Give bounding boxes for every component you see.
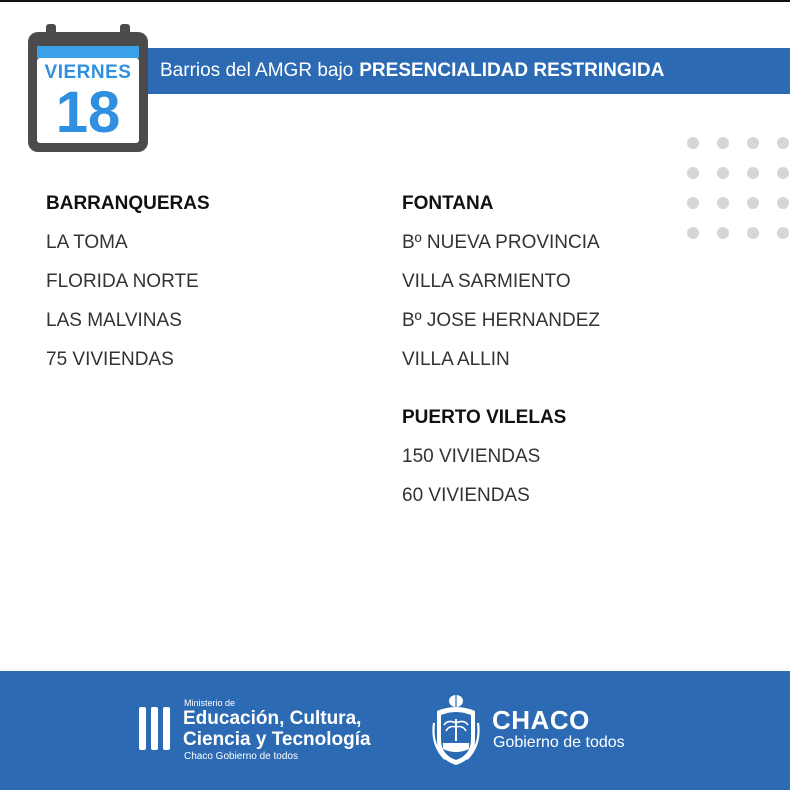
- chaco-title: CHACO: [492, 705, 590, 735]
- dot: [717, 197, 729, 209]
- dot: [687, 227, 699, 239]
- ministry-subtitle: Chaco Gobierno de todos: [184, 751, 298, 762]
- dot: [687, 197, 699, 209]
- dot: [717, 167, 729, 179]
- chaco-emblem-icon: [431, 693, 481, 769]
- header-bar: [140, 48, 790, 94]
- left-column: [46, 194, 210, 388]
- list-item: 60 VIVIENDAS: [402, 485, 530, 506]
- dot: [777, 197, 789, 209]
- decorative-dots: [687, 137, 790, 247]
- top-border: [0, 0, 790, 2]
- dot: [747, 227, 759, 239]
- calendar-day-number: 18: [55, 80, 121, 145]
- group-title: FONTANA: [402, 193, 494, 214]
- chaco-subtitle: Gobierno de todos: [493, 734, 625, 751]
- dot: [747, 137, 759, 149]
- calendar-icon: [28, 32, 148, 152]
- ministry-small-label: Ministerio de: [184, 698, 236, 708]
- group-puerto-vilelas: [402, 408, 600, 506]
- dot: [777, 167, 789, 179]
- dot: [777, 137, 789, 149]
- header-title-bold: PRESENCIALIDAD RESTRINGIDA: [359, 60, 665, 81]
- calendar-strip: [37, 46, 139, 58]
- dot: [747, 167, 759, 179]
- list-item: 75 VIVIENDAS: [46, 349, 174, 370]
- header-title-light: Barrios del AMGR bajo: [160, 60, 354, 81]
- ministry-bars-icon: [139, 707, 170, 750]
- right-column: [402, 194, 600, 524]
- dot: [687, 167, 699, 179]
- dot: [687, 137, 699, 149]
- list-item: 150 VIVIENDAS: [402, 446, 541, 467]
- ministry-name-line2: Ciencia y Tecnología: [183, 729, 371, 750]
- dot: [747, 197, 759, 209]
- list-item: FLORIDA NORTE: [46, 271, 199, 292]
- group-barranqueras: [46, 194, 210, 370]
- list-item: LA TOMA: [46, 232, 128, 253]
- dot: [777, 227, 789, 239]
- group-fontana: [402, 194, 600, 370]
- list-item: Bº NUEVA PROVINCIA: [402, 232, 600, 253]
- dot: [717, 137, 729, 149]
- group-title: BARRANQUERAS: [46, 193, 210, 214]
- calendar-day-name: VIERNES: [44, 62, 132, 83]
- dot: [717, 227, 729, 239]
- ministry-name-line1: Educación, Cultura,: [183, 708, 362, 729]
- list-item: Bº JOSE HERNANDEZ: [402, 310, 601, 331]
- list-item: VILLA SARMIENTO: [402, 271, 571, 292]
- group-title: PUERTO VILELAS: [402, 407, 567, 428]
- footer: [0, 671, 790, 790]
- list-item: LAS MALVINAS: [46, 310, 182, 331]
- list-item: VILLA ALLIN: [402, 349, 510, 370]
